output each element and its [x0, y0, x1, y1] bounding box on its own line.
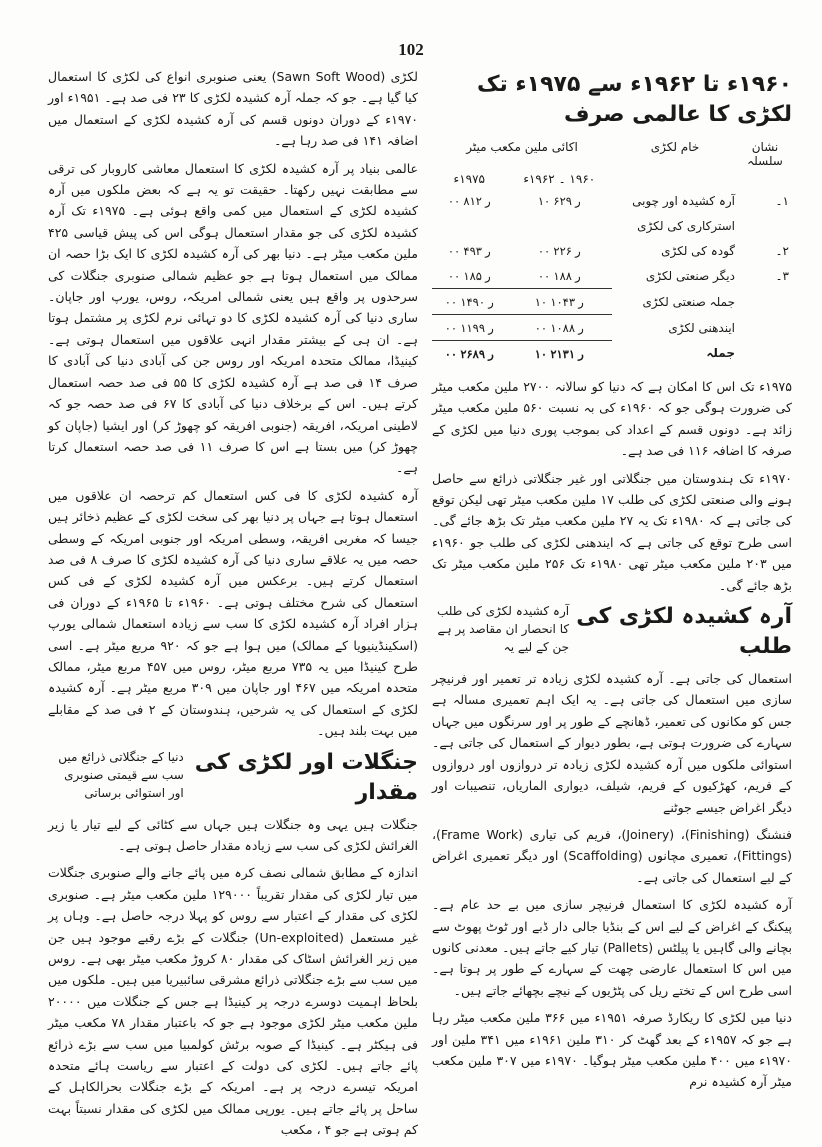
- table-cell-value-b: ۰۰ ر ۲۶۸۹: [444, 348, 494, 361]
- table-header-years-b: ۱۹۷۵ء: [453, 172, 485, 186]
- table-row: [432, 263, 792, 289]
- table-cell-item: آرہ کشیدہ اور چوبی: [632, 193, 735, 208]
- section-title-wood-consumption: ۱۹۶۰ء تا ۱۹۶۲ء سے ۱۹۷۵ء تک لکڑی کا عالمی صرف: [476, 72, 792, 127]
- paragraph: فنشنگ (Finishing)، (Joinery)، فریم کی تیاری (Frame Work)، (Fittings)، تعمیری مچانوں (Scaffolding) اور دیگر تعمیری اغراض کے لیے استعمال کی جاتی ہے۔: [432, 826, 793, 885]
- table-cell-value-a: ۰۰ ر ۱۸۸: [507, 263, 612, 289]
- heading-side-note: دنیا کے جنگلاتی ذرائع میں سب سے قیمتی صنوبری اور استوائی برساتی: [58, 749, 184, 800]
- table-cell-serial: [738, 315, 792, 341]
- left-column: [48, 66, 418, 1147]
- table-row: [432, 238, 792, 263]
- section-title-sawn-wood-demand: آرہ کشیدہ لکڑی کی طلب: [576, 604, 792, 660]
- right-column: [432, 66, 792, 1099]
- table-cell-item: جملہ صنعتی لکڑی: [642, 294, 735, 309]
- section-heading-row: [432, 602, 792, 662]
- heading-side-note: آرہ کشیدہ لکڑی کی طلب کا انحصار ان مقاصد پر ہے جن کے لیے یہ: [436, 604, 570, 655]
- table-cell-serial: ۳۔: [775, 268, 789, 283]
- table-cell-value-b: [432, 213, 507, 238]
- table-cell-value-b: ۰۰ ر ۸۱۲: [447, 195, 491, 208]
- paragraph: لکڑی (Sawn Soft Wood) یعنی صنوبری انواع کی لکڑی کا استعمال کیا گیا ہے۔ جو کہ جملہ آرہ کشیدہ لکڑی کا ۲۳ فی صد ہے۔ ۱۹۵۱ء اور ۱۹۷۰ء کے دوران دونوں قسم کی آرہ کشیدہ لکڑی کے استعمال میں اضافہ ۱۴۱ فی صد رہا ہے۔: [48, 69, 418, 149]
- table-cell-serial: [738, 289, 792, 315]
- table-cell-value-b: ۰۰ ر ۱۱۹۹: [432, 315, 507, 341]
- table-cell-value-a: [507, 213, 612, 238]
- table-cell-item: گودہ کی لکڑی: [661, 243, 735, 258]
- table-cell-value-a: ۰۰ ر ۱۰۸۸: [507, 315, 612, 341]
- table-cell-value-a: ۱۰ ر ۶۲۹: [537, 195, 581, 208]
- table-cell-serial: ۲۔: [775, 243, 789, 258]
- table-cell-serial: ۱۔: [775, 193, 789, 208]
- paragraph: آرہ کشیدہ لکڑی کا فی کس استعمال کم ترحصہ ان علاقوں میں استعمال ہوتا ہے جہاں پر دنیا بھر کی سخت لکڑی کے عظیم ذخائر ہیں جیسا کہ مغربی افریقہ، وسطی امریکہ اور جنوبی امریکہ کے وسطی حصہ میں یہ علاقے ساری دنیا کی آرہ کشیدہ لکڑی کا صرف ۸ فی صد استعمال کرتے ہیں۔ برعکس میں آرہ کشیدہ لکڑی کے فی کس استعمال کی شرح مختلف ہوتی ہے۔ ۱۹۶۰ء تا ۱۹۶۵ء کے دوران فی ہزار افراد آرہ کشیدہ لکڑی کا سب سے زیادہ استعمال شمالی یورپ (اسکینڈینیویا کے ممالک) میں ہوا ہے جو کہ ۹۲۰ مربع میٹر ہے۔ اسی طرح کینیڈا میں یہ ۷۳۵ مربع میٹر، روس میں ۴۵۷ مربع میٹر، ممالک متحدہ امریکہ میں ۴۶۷ اور جاپان میں ۳۰۹ مربع میٹر ہے۔ آرہ کشیدہ لکڑی کے استعمال کی یہ شرحیں، ہندوستان کے ۲ فی صد کے مقابلے میں بہت بلند ہیں۔: [48, 487, 419, 739]
- section-title-forests-wood-quantity: جنگلات اور لکڑی کی مقدار: [194, 749, 418, 805]
- table-row: [432, 289, 792, 315]
- table-cell-value-a: ۰۰ ر ۲۲۶: [537, 245, 581, 258]
- table-cell-item: جملہ: [706, 346, 735, 361]
- table-row: [432, 213, 792, 238]
- paragraph: جنگلات ہیں یہی وہ جنگلات ہیں جہاں سے کٹائی کے لیے تیار یا زیر الغرائش لکڑی کی سب سے زیادہ مقدار حاصل ہوتی ہے۔: [48, 816, 418, 853]
- table-header-unit: اکائی ملین مکعب میٹر: [466, 140, 578, 154]
- paragraph: اندازہ کے مطابق شمالی نصف کرہ میں پائے جانے والے صنوبری جنگلات میں تیار لکڑی کی مقدار تقریباً ۱۲۹۰۰۰ ملین مکعب میٹر ہے۔ صنوبری لکڑی کی مقدار کے اعتبار سے روس کو پہلا درجہ حاصل ہے۔ وہاں پر غیر مستعمل (Un-exploited) جنگلات کے بڑے رقبے موجود ہیں جن میں زیر الغرائش اسٹاک کی مقدار ۸۰ کروڑ مکعب میٹر بھی ہے۔ روس میں سب سے بڑے جنگلاتی ذرائع مشرقی سائبیریا میں ہیں۔ ملکوں میں بلحاظ اہمیت دوسرے درجہ پر کینیڈا ہے جس کے جنگلات میں ۲۰۰۰۰ ملین مکعب میٹر لکڑی موجود ہے جو کہ باعتبار مقدار ۷۸ مکعب میٹر فی ہیکٹر ہے۔ کینیڈا کے صوبہ برٹش کولمبیا میں سب سے بڑے ذرائع پائے جاتے ہیں۔ لکڑی کی دولت کے اعتبار سے ریاست ہائے متحدہ امریکہ تیسرے درجہ پر ہے۔ امریکہ کے بڑے جنگلات بحرالکاہل کے ساحل پر پائے جاتے ہیں۔ یورپی ممالک میں لکڑی کی مقدار نسبتاً بہت کم ہوتی ہے جو ۴ ، مکعب: [48, 865, 418, 1138]
- table-row: [432, 341, 792, 367]
- page-number: 102: [398, 40, 424, 59]
- table-cell-value-b: ۰۰ ر ۱۸۵: [432, 263, 507, 289]
- table-cell-value-a: ۱۰ ر ۲۱۳۱: [534, 348, 584, 361]
- table-cell-serial: [738, 213, 792, 238]
- paragraph: ۱۹۷۵ء تک اس کا امکان ہے کہ دنیا کو سالانہ ۲۷۰۰ ملین مکعب میٹر کی ضرورت ہوگی جو کہ ۱۹۶۰ء کی بہ نسبت ۵۶۰ ملین مکعب میٹر زائد ہے۔ دونوں قسم کے اعداد کی بموجب پوری دنیا میں لکڑی کے صرفہ کا اضافہ ۱۱۶ فی صد ہے۔: [432, 379, 793, 459]
- table-cell-serial: [738, 341, 792, 367]
- section-heading-row: [48, 748, 418, 808]
- paragraph: عالمی بنیاد پر آرہ کشیدہ لکڑی کا استعمال معاشی کاروبار کی ترقی سے مطابقت نہیں رکھتا۔ حقیقت تو یہ ہے کہ بعض ملکوں میں آرہ کشیدہ لکڑی کے استعمال میں کمی واقع ہوئی ہے۔ ۱۹۷۵ء تک آرہ کشیدہ لکڑی کی جو مقدار استعمال ہوگی اس کی پیش قیاسی ۴۲۵ ملین مکعب میٹر ہے۔ دنیا بھر کی آرہ کشیدہ لکڑی کا ایک بڑا حصہ ان ممالک میں استعمال ہوتا ہے جو عظیم شمالی صنوبری جنگلات کی سرحدوں پر واقع ہیں یعنی شمالی امریکہ، روس، یورپ اور جاپان۔ ساری دنیا کی آرہ کشیدہ لکڑی کا دو تہائی نرم لکڑی پر مشتمل ہوتا ہے۔ ان ہی کے بیشتر مقدار انہی علاقوں میں استعمال ہوتی ہے۔ کینیڈا، ممالک متحدہ امریکہ اور روس جن کی آبادی دنیا کی آبادی کا صرف ۱۴ فی صد ہے آرہ کشیدہ لکڑی کا ۵۵ فی صد حصہ استعمال کرتے ہیں۔ اس کے برخلاف دنیا کی آبادی کا ۶۷ فی صد حصہ جو کہ لاطینی امریکہ، افریقہ (جنوبی افریقہ کو چھوڑ کر) اور ایشیا (جاپان کو چھوڑ کر) میں بستا ہے اس کا صرف ۱۱ فی صد حصہ استعمال کرتا ہے۔: [48, 160, 418, 476]
- table-row: [432, 315, 792, 341]
- table-cell-value-a: ۱۰ ر ۱۰۴۳: [507, 289, 612, 315]
- table-header-years-a: ۱۹۶۰ ۔ ۱۹۶۲ء: [523, 172, 596, 186]
- table-cell-item: ایندھنی لکڑی: [668, 320, 735, 335]
- table-cell-item: دیگر صنعتی لکڑی: [645, 268, 735, 283]
- consumption-table: [432, 138, 792, 366]
- table-cell-value-b: ۰۰ ر ۱۴۹۰: [432, 289, 507, 315]
- table-header-item: خام لکڑی: [650, 140, 700, 154]
- paragraph: استعمال کی جاتی ہے۔ آرہ کشیدہ لکڑی زیادہ تر تعمیر اور فرنیچر سازی میں استعمال کی جاتی ہے۔ یہ ایک اہم تعمیری مسالہ ہے جس کو مکانوں کی تعمیر، ڈھانچے کے طور پر اور سرنگوں میں جہاں سہارے کی ضرورت ہوتی ہے، بطور دیوار کے استعمال کی جاتی ہے۔ استوائی ملکوں میں آرہ کشیدہ لکڑی زیادہ تر دروازوں اور دروازوں کے فریم، کھڑکیوں کے فریم، شیلف، دیواری الماریاں، تنصیبات اور دیگر اغراض جیسے جوٹنے: [432, 671, 792, 815]
- paragraph: آرہ کشیدہ لکڑی کا استعمال فرنیچر سازی میں بے حد عام ہے۔ پیکنگ کے اغراض کے لیے اس کے بنڈیا جالی دار ڈبے اور ٹوٹ پھوٹ سے بچانے والی گاہیں یا پیلٹس (Pallets) تیار کیے جاتے ہیں۔ معدنی کانوں میں اس کا استعمال عارضی چھت کے سہارے کے طور پر ہوتا ہے۔ اسی طرح اس کے تختے ریل کی پٹڑیوں کے نیچے بچھائے جاتے ہیں۔: [432, 897, 792, 998]
- table-header-serial: نشان سلسلہ: [747, 140, 783, 168]
- table-cell-value-b: ۰۰ ر ۴۹۳: [447, 245, 491, 258]
- paragraph: دنیا میں لکڑی کا ریکارڈ صرفہ ۱۹۵۱ء میں ۳۶۶ ملین مکعب میٹر رہا ہے جو کہ ۱۹۵۷ء کے بعد گھٹ کر ۳۱۰ ملین ۱۹۶۱ء میں ۳۴۱ ملین اور ۱۹۷۰ء میں ۴۰۰ ملین مکعب میٹر ہوگیا۔ ۱۹۷۰ء میں ۳۰۷ ملین مکعب میٹر آرہ کشیدہ نرم: [432, 1010, 792, 1090]
- table-cell-item: استرکاری کی لکڑی: [637, 218, 735, 233]
- table-row: [432, 188, 792, 213]
- paragraph: ۱۹۷۰ء تک ہندوستان میں جنگلاتی اور غیر جنگلاتی ذرائع سے حاصل ہونے والی صنعتی لکڑی کی طلب ۱۷ ملین مکعب میٹر تھی لیکن توقع کی جاتی ہے کہ ۱۹۸۰ء تک یہ ۲۷ ملین مکعب میٹر تک بڑھ جائے گی۔ اسی طرح توقع کی جاتی ہے کہ ایندھنی لکڑی کی طلب جو ۱۹۶۰ء میں ۲۰۳ ملین مکعب میٹر تھی ۱۹۸۰ء تک ۲۵۶ ملین مکعب میٹر تک بڑھ جائے گی۔: [432, 470, 792, 593]
